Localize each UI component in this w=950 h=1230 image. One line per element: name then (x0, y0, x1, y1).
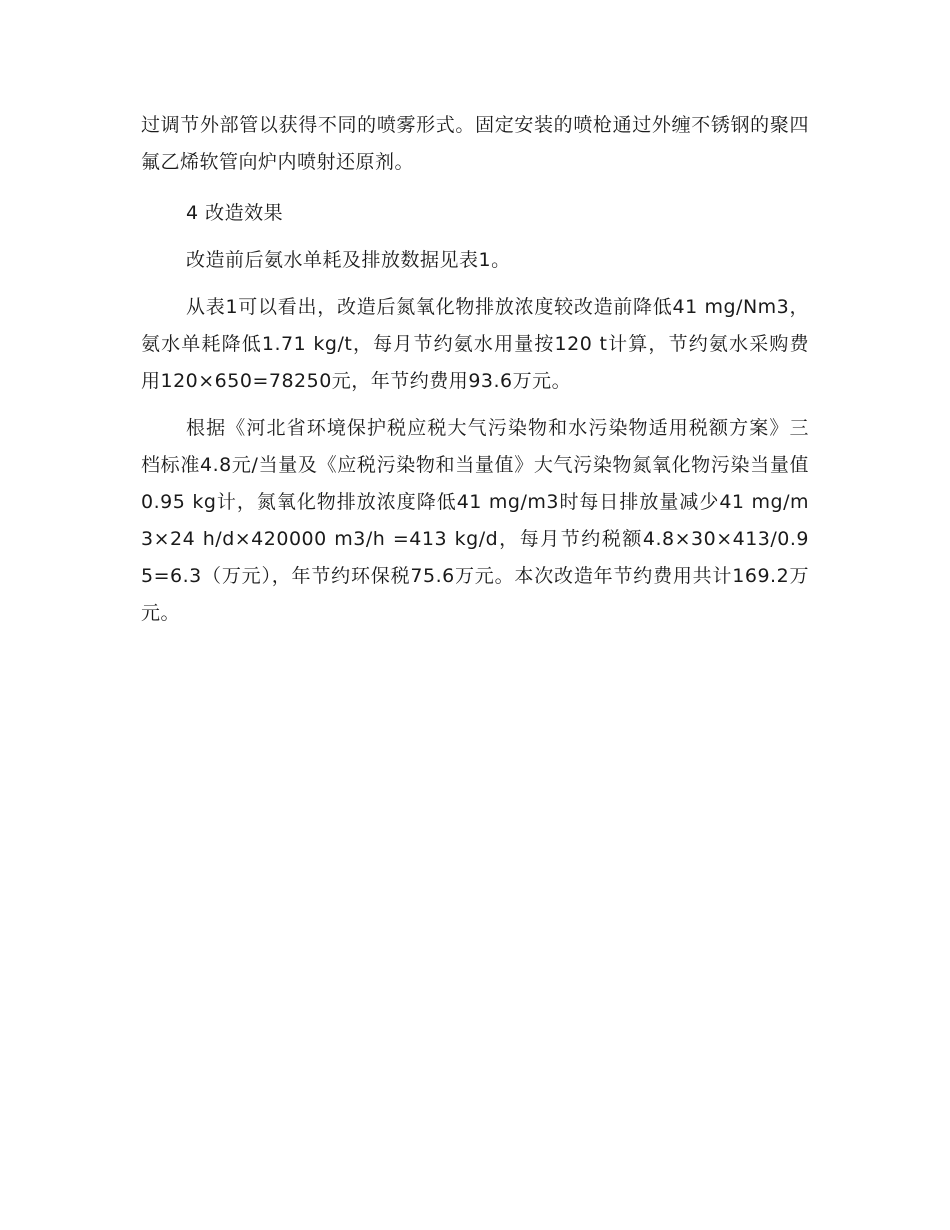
paragraph-ammonia-savings: 从表1可以看出，改造后氮氧化物排放浓度较改造前降低41 mg/Nm3，氨水单耗降低1.71 kg/t，每月节约氨水用量按120 t计算，节约氨水采购费用120×650=78250元，年节约费用93.6万元。 (141, 296, 809, 392)
paragraph-tax-savings: 根据《河北省环境保护税应税大气污染物和水污染物适用税额方案》三档标准4.8元/当量及《应税污染物和当量值》大气污染物氮氧化物污染当量值0.95 kg计，氮氧化物排放浓度降低41 mg/m3时每日排放量减少41 mg/m3×24 h/d×420000 m3/h =413 kg/d，每月节约税额4.8×30×413/0.95=6.3（万元），年节约环保税75.6万元。本次改造年节约费用共计169.2万元。 (141, 417, 809, 624)
paragraph-spray-gun: 过调节外部管以获得不同的喷雾形式。固定安装的喷枪通过外缠不锈钢的聚四氟乙烯软管向炉内喷射还原剂。 (141, 114, 809, 173)
document-body (141, 107, 809, 642)
paragraph-table-reference: 改造前后氨水单耗及排放数据见表1。 (186, 249, 511, 271)
section-heading-results: 4 改造效果 (186, 202, 284, 224)
